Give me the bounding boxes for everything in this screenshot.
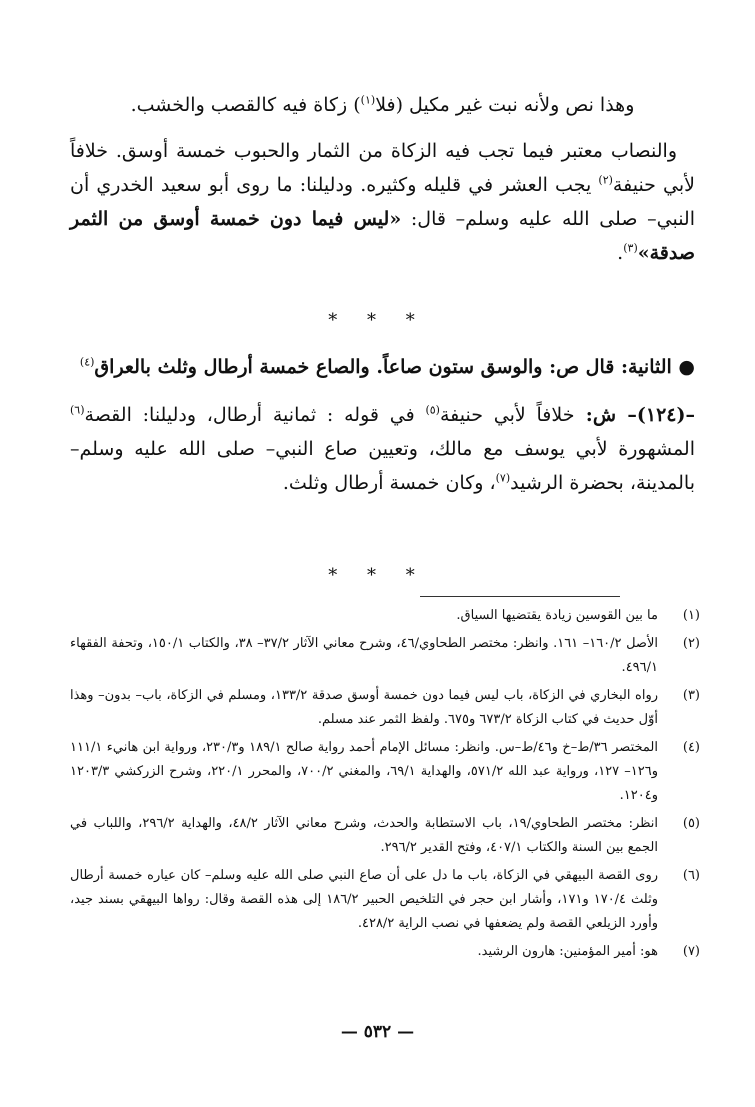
p4-text-d: المشهورة لأبي يوسف مع مالك، وتعيين صاع النبي– صلى الله عليه وسلم– بالمدينة، بحضرة الرشيد xyxy=(70,438,695,494)
matn-text: قال ص: والوسق ستون صاعاً. والصاع خمسة أرطال وثلث بالعراق xyxy=(94,356,615,378)
footnote-number: (٤) xyxy=(682,740,700,755)
section-divider-stars: * * * xyxy=(328,310,427,331)
footnote-item xyxy=(70,632,700,680)
section-divider-stars: * * * xyxy=(328,565,427,586)
commentary-marker: –(١٢٤)– ش: xyxy=(574,404,695,426)
footnote-item xyxy=(70,864,700,936)
footnote-item xyxy=(70,812,700,860)
p4-text-b: خلافاً لأبي حنيفة xyxy=(439,404,575,426)
hadith-quote: «ليس فيما دون خمسة أوسق من الثمر صدقة» xyxy=(70,208,695,264)
footnote-ref: (٢) xyxy=(598,173,613,187)
footnote-item xyxy=(70,940,700,964)
p2-end: . xyxy=(617,242,624,264)
p4-text-e: ، وكان خمسة أرطال وثلث. xyxy=(282,472,496,494)
footnote-number: (٧) xyxy=(682,944,700,959)
section-label: الثانية: xyxy=(614,356,679,378)
footnote-separator xyxy=(420,596,620,597)
page-number: — ٥٣٢ — xyxy=(340,1022,415,1042)
footnote-number: (٢) xyxy=(682,636,700,651)
p4-text-c: في قوله : ثمانية أرطال، ودليلنا: القصة xyxy=(84,404,426,426)
p1-text-b: ) زكاة فيه كالقصب والخشب. xyxy=(130,94,361,116)
paragraph-3 xyxy=(70,350,695,384)
footnote-text: الأصل ١٦٠/٢– ١٦١. وانظر: مختصر الطحاوي/٤٦، وشرح معاني الآثار ٣٧/٢– ٣٨، والكتاب ١٥٠/١، وتحفة الفقهاء ٤٩٦/١. xyxy=(70,636,658,675)
footnote-number: (٣) xyxy=(682,688,700,703)
footnote-ref: (٧) xyxy=(495,471,511,485)
p2-text-b: يجب العشر في قليله وكثيره. ودليلنا: ما روى أبو سعيد الخدري أن النبي– صلى الله عليه وسلم– قال: xyxy=(70,174,695,230)
footnote-number: (٦) xyxy=(682,868,700,883)
paragraph-4 xyxy=(70,398,695,500)
footnote-ref: (٥) xyxy=(425,403,440,417)
footnote-number: (٥) xyxy=(682,816,700,831)
footnote-text: المختصر ٣٦/ط–خ و٤٦/ط–س. وانظر: مسائل الإمام أحمد رواية صالح ١٨٩/١ و٢٣٠/٣، ورواية ابن هانيء ١١١/١ و١٢٦– ١٢٧، ورواية عبد الله ٥٧١/٢، والهداية ٦٩/١، والمغني ٧٠٠/٢، والمحرر ٢٢٠/١، وشرح الزركشي ١٢٠٣/٣ و١٢٠٤. xyxy=(70,740,658,803)
footnote-number: (١) xyxy=(682,608,700,623)
footnote-text: رواه البخاري في الزكاة، باب ليس فيما دون خمسة أوسق صدقة ١٣٣/٢، ومسلم في الزكاة، باب– بدون– وهذا أوّل حديث في كتاب الزكاة ٦٧٣/٢ و٦٧٥. ولفظ الثمر عند مسلم. xyxy=(70,688,659,727)
footnotes xyxy=(70,604,700,964)
footnote-item xyxy=(70,684,700,732)
main-text xyxy=(70,88,695,270)
main-text-2 xyxy=(70,350,695,500)
p2-text-a: والنصاب معتبر فيما تجب فيه الزكاة من الثمار والحبوب خمسة أوسق. خلافاً لأبي حنيفة xyxy=(70,140,696,196)
footnote-item xyxy=(70,604,700,628)
p1-text-a: وهذا نص ولأنه نبت غير مكيل (فلا xyxy=(375,94,635,116)
paragraph-2 xyxy=(70,134,695,270)
paragraph-1 xyxy=(70,88,695,122)
footnote-text: هو: أمير المؤمنين: هارون الرشيد. xyxy=(477,944,658,959)
footnote-text: روى القصة البيهقي في الزكاة، باب ما دل على أن صاع النبي صلى الله عليه وسلم– كان عياره خمسة أرطال وثلث ١٧٠/٤ و١٧١، وأشار ابن حجر في التلخيص الحبير ١٨٦/٢ إلى هذه القصة وقال: رواها البيهقي بسند جيد، وأورد الزيلعي القصة ولم يضعفها في نصب الراية ٤٢٨/٢. xyxy=(70,868,659,931)
footnote-text: انظر: مختصر الطحاوي/١٩، باب الاستطابة والحدث، وشرح معاني الآثار ٤٨/٢، والهداية ٢٩٦/٢، واللباب في الجمع بين السنة والكتاب ٤٠٧/١، وفتح القدير ٢٩٦/٢. xyxy=(70,816,659,855)
footnote-ref: (٦) xyxy=(70,403,85,417)
footnote-ref: (٣) xyxy=(623,241,638,255)
footnote-item xyxy=(70,736,700,808)
footnote-text: ما بين القوسين زيادة يقتضيها السياق. xyxy=(456,608,658,623)
footnote-ref: (٤) xyxy=(79,355,95,369)
bullet-icon: ● xyxy=(678,356,695,378)
footnote-ref: (١) xyxy=(360,93,376,107)
